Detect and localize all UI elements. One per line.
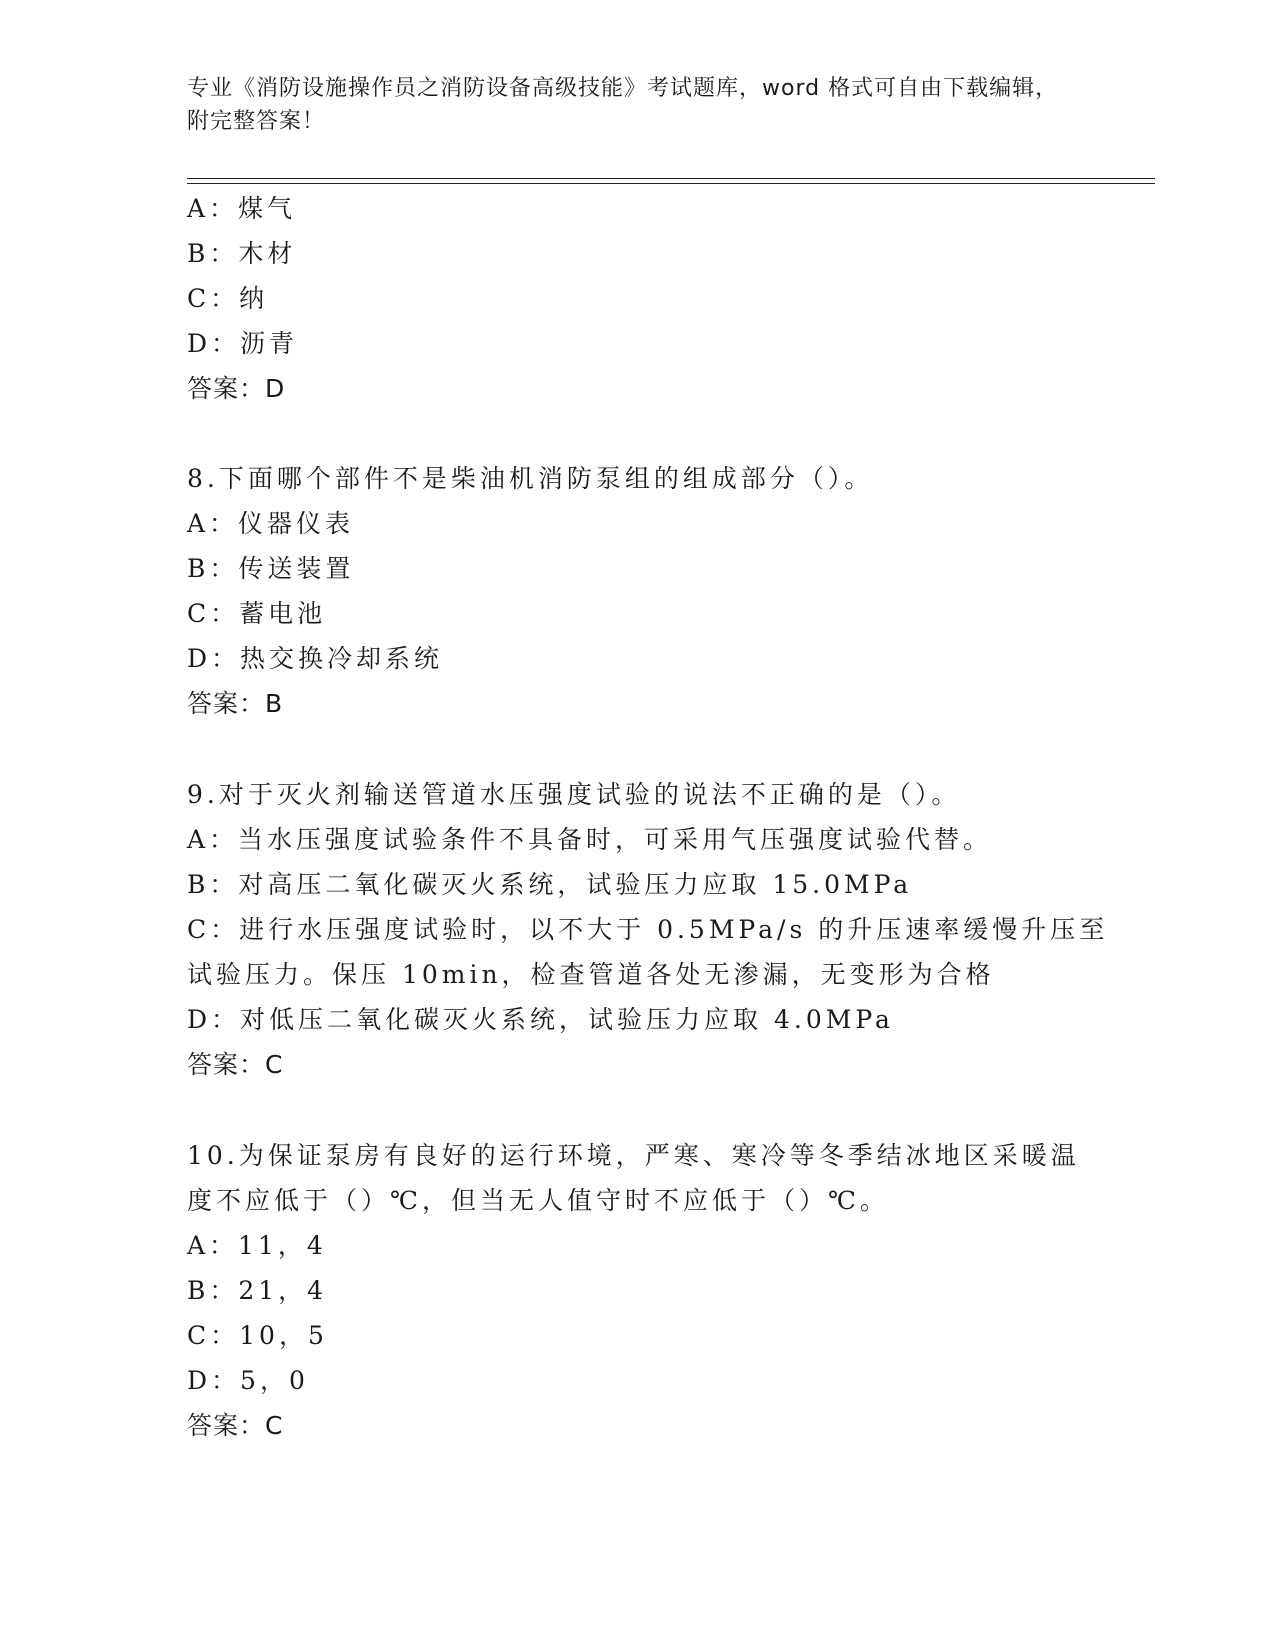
q10-option-b: B：21，4 <box>187 1276 328 1305</box>
q8-answer: 答案：B <box>187 689 284 718</box>
q8-option-a: A：仪器仪表 <box>187 509 355 538</box>
q8-option-d: D：热交换冷却系统 <box>187 644 444 673</box>
q9-answer: 答案：C <box>187 1050 284 1079</box>
q9-option-b: B：对高压二氧化碳灭火系统，试验压力应取 15.0MPa <box>187 870 913 899</box>
header-rule-top <box>187 178 1155 179</box>
q10-option-d: D：5，0 <box>187 1366 309 1395</box>
q7-answer: 答案：D <box>187 374 286 403</box>
q9-option-a: A：当水压强度试验条件不具备时，可采用气压强度试验代替。 <box>187 825 993 854</box>
document-header: 专业《消防设施操作员之消防设备高级技能》考试题库，word 格式可自由下载编辑，附完整答案！ <box>187 76 1059 134</box>
q10-question-line-1: 10.为保证泵房有良好的运行环境，严寒、寒冷等冬季结冰地区采暖温 <box>187 1141 1080 1170</box>
q7-option-c: C：纳 <box>187 284 269 313</box>
q7-option-d: D：沥青 <box>187 329 299 358</box>
q8-option-c: C：蓄电池 <box>187 599 327 628</box>
q9-question: 9.对于灭火剂输送管道水压强度试验的说法不正确的是（）。 <box>187 780 961 809</box>
q10-option-c: C：10，5 <box>187 1321 328 1350</box>
q9-option-c: C：进行水压强度试验时，以不大于 0.5MPa/s 的升压速率缓慢升压至 <box>187 915 1109 944</box>
header-rule-bottom <box>187 183 1155 184</box>
q9-option-c-continued: 试验压力。保压 10min，检查管道各处无渗漏，无变形为合格 <box>187 960 995 989</box>
q10-question-line-2: 度不应低于（）℃，但当无人值守时不应低于（）℃。 <box>187 1186 889 1215</box>
q10-answer: 答案：C <box>187 1411 284 1440</box>
q8-option-b: B：传送装置 <box>187 554 355 583</box>
q10-option-a: A：11，4 <box>187 1231 327 1260</box>
q8-question: 8.下面哪个部件不是柴油机消防泵组的组成部分（）。 <box>187 464 874 493</box>
q7-option-a: A：煤气 <box>187 194 297 223</box>
q9-option-d: D：对低压二氧化碳灭火系统，试验压力应取 4.0MPa <box>187 1005 894 1034</box>
q7-option-b: B：木材 <box>187 239 297 268</box>
